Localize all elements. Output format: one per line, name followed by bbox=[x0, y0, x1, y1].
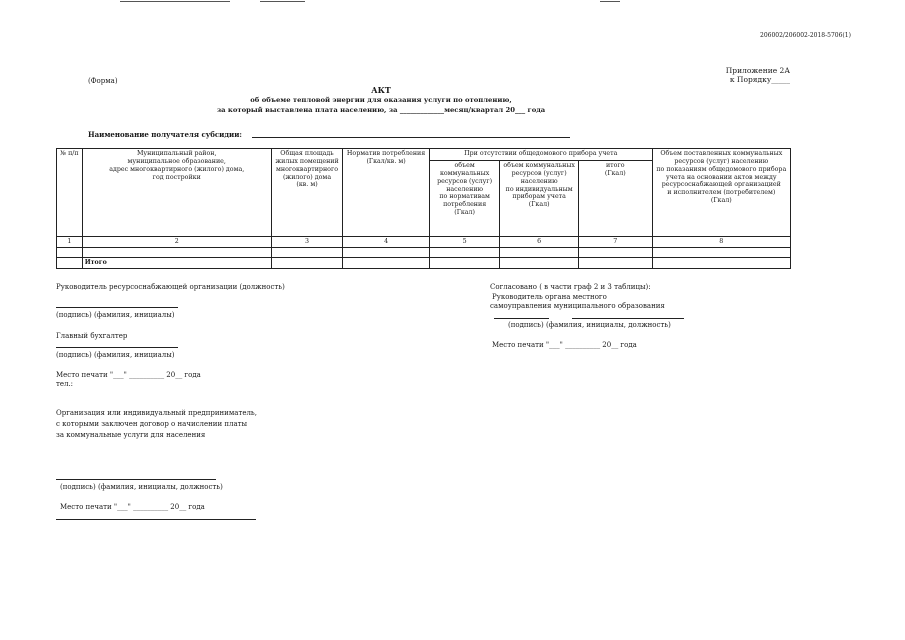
municipal-head-1: Руководитель органа местного bbox=[492, 293, 607, 301]
signature-line bbox=[572, 318, 684, 319]
stamp-line: Место печати "___" __________ 20__ года bbox=[492, 341, 637, 349]
col-number: 7 bbox=[578, 237, 652, 248]
col-number: 3 bbox=[271, 237, 343, 248]
col-header-area: Общая площадь жилых помещений многоквартирного (жилого) дома (кв. м) bbox=[271, 149, 343, 237]
col-header-group: При отсутствии общедомового прибора учета bbox=[429, 149, 652, 161]
signature-line bbox=[494, 318, 549, 319]
table-row bbox=[57, 247, 791, 257]
act-subtitle-2: за который выставлена плата населению, за _____________месяц/квартал 20___ года bbox=[216, 106, 546, 114]
act-table bbox=[56, 148, 791, 269]
col-number: 2 bbox=[82, 237, 271, 248]
signature-caption: (подпись) (фамилия, инициалы, должность) bbox=[60, 483, 223, 491]
scan-edge-line bbox=[260, 1, 305, 2]
annex-line-1: Приложение 2А bbox=[725, 66, 790, 75]
org-text-3: за коммунальные услуги для населения bbox=[56, 431, 206, 439]
annex-line-2: к Порядку_____ bbox=[729, 75, 790, 84]
col-header-address: Муниципальный район, муниципальное образование, адрес многоквартирного (жилого) дома, год постройки bbox=[82, 149, 271, 237]
col-header-total: итого (Гкал) bbox=[578, 161, 652, 237]
document-id: 206002/206002-2018-5706(1) bbox=[760, 32, 851, 39]
signature-caption: (подпись) (фамилия, инициалы) bbox=[56, 351, 175, 359]
act-title: АКТ bbox=[371, 85, 391, 95]
col-header-norm: Норматив потребления (Гкал/кв. м) bbox=[343, 149, 430, 237]
col-header-metered: Объем поставленных коммунальных ресурсов (услуг) населению по показаниям общедомового прибора учета на основании актов между ресурсоснабжающей организацией и исполнителем (потребителем) (Гкал) bbox=[652, 149, 790, 237]
org-text-1: Организация или индивидуальный предприниматель, bbox=[56, 409, 257, 417]
stamp-line: Место печати "___" __________ 20__ года bbox=[56, 371, 201, 379]
accountant-label: Главный бухгалтер bbox=[56, 332, 128, 340]
scan-edge-line bbox=[120, 1, 230, 2]
phone-label: тел.: bbox=[56, 380, 74, 388]
signature-line bbox=[56, 347, 178, 348]
col-number: 8 bbox=[652, 237, 790, 248]
recipient-label: Наименование получателя субсидии: bbox=[88, 130, 242, 139]
col-header-individual-volume: объем коммунальных ресурсов (услуг) населению по индивидуальным приборам учета (Гкал) bbox=[500, 161, 579, 237]
col-header-number: № п/п bbox=[57, 149, 83, 237]
signature-caption: (подпись) (фамилия, инициалы, должность) bbox=[508, 321, 671, 329]
stamp-line: Место печати "___" __________ 20__ года bbox=[60, 503, 205, 511]
act-subtitle-1: об объеме тепловой энергии для оказания услуги по отоплению, bbox=[250, 96, 512, 104]
col-number: 6 bbox=[500, 237, 579, 248]
bottom-rule bbox=[56, 519, 256, 520]
total-label: Итого bbox=[82, 257, 271, 268]
municipal-head-2: самоуправления муниципального образования bbox=[490, 302, 665, 310]
supplier-head-label: Руководитель ресурсоснабжающей организации (должность) bbox=[56, 283, 285, 291]
signature-line bbox=[56, 479, 216, 480]
org-text-2: с которыми заключен договор о начислении платы bbox=[56, 420, 248, 428]
col-number: 4 bbox=[343, 237, 430, 248]
signature-caption: (подпись) (фамилия, инициалы) bbox=[56, 311, 175, 319]
signature-line bbox=[56, 307, 178, 308]
scan-edge-line bbox=[600, 1, 620, 2]
col-number: 5 bbox=[429, 237, 500, 248]
agreement-label: Согласовано ( в части граф 2 и 3 таблицы): bbox=[490, 283, 651, 291]
form-label: (Форма) bbox=[88, 77, 118, 85]
recipient-underline bbox=[252, 137, 570, 138]
col-header-norm-volume: объем коммунальных ресурсов (услуг) населению по нормативам потребления (Гкал) bbox=[429, 161, 500, 237]
table-total-row bbox=[57, 257, 791, 268]
col-number: 1 bbox=[57, 237, 83, 248]
